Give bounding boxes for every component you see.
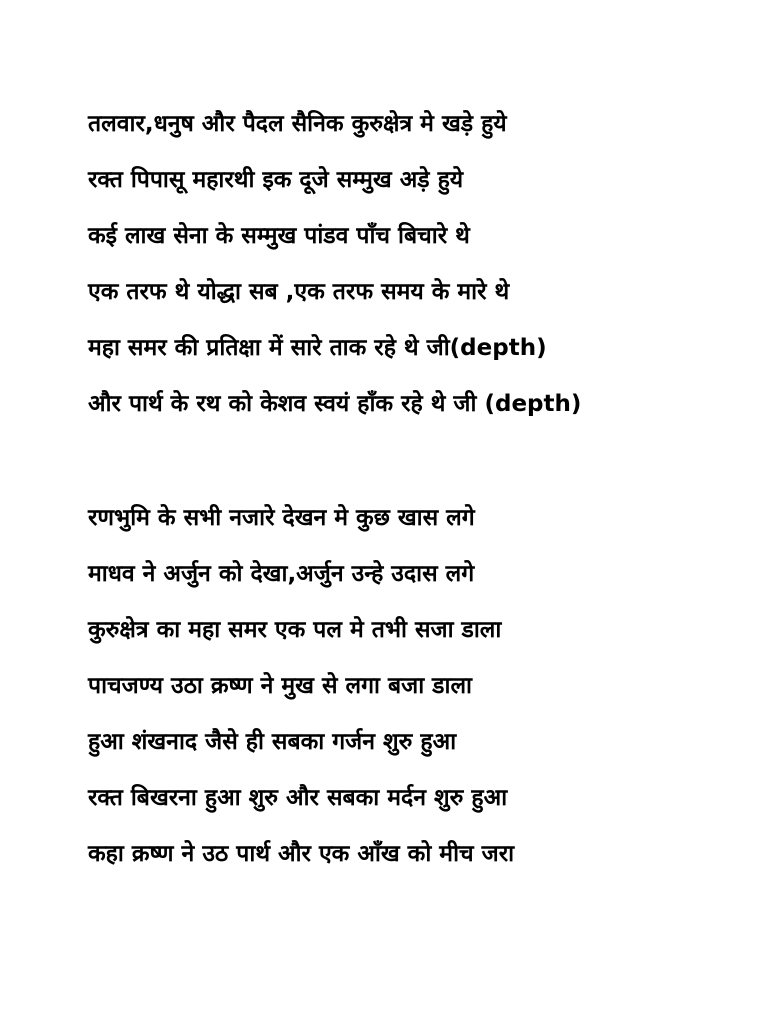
poem-line-10: पाचजण्य उठा क्रष्ण ने मुख से लगा बजा डाला — [88, 673, 472, 699]
poem-line-13: कहा क्रष्ण ने उठ पार्थ और एक आँख को मीच जरा — [88, 841, 515, 867]
stanza-1 — [88, 96, 748, 432]
poem-line-2: रक्त पिपासू महारथी इक दूजे सम्मुख अड़े हुये — [88, 167, 464, 193]
poem-line-9: कुरुक्षेत्र का महा समर एक पल मे तभी सजा डाला — [88, 617, 502, 643]
poem-line-6: और पार्थ के रथ को केशव स्वयं हाँक रहे थे जी (depth) — [88, 391, 582, 417]
poem-line-7: रणभुमि के सभी नजारे देखन मे कुछ खास लगे — [88, 505, 475, 531]
poem-line-1: तलवार,धनुष और पैदल सैनिक कुरुक्षेत्र मे खड़े हुये — [88, 111, 507, 137]
poem-line-8: माधव ने अर्जुन को देखा,अर्जुन उन्हे उदास लगे — [88, 561, 475, 587]
poem-line-5: महा समर की प्रतिक्षा में सारे ताक रहे थे जी(depth) — [88, 335, 547, 361]
poem-line-11: हुआ शंखनाद जैसे ही सबका गर्जन शुरु हुआ — [88, 729, 457, 755]
poem-line-4: एक तरफ थे योद्धा सब ,एक तरफ समय के मारे थे — [88, 279, 510, 305]
poem-line-3: कई लाख सेना के सम्मुख पांडव पाँच बिचारे थे — [88, 223, 470, 249]
poem-line-12: रक्त बिखरना हुआ शुरु और सबका मर्दन शुरु हुआ — [88, 785, 508, 811]
stanza-2 — [88, 490, 748, 882]
